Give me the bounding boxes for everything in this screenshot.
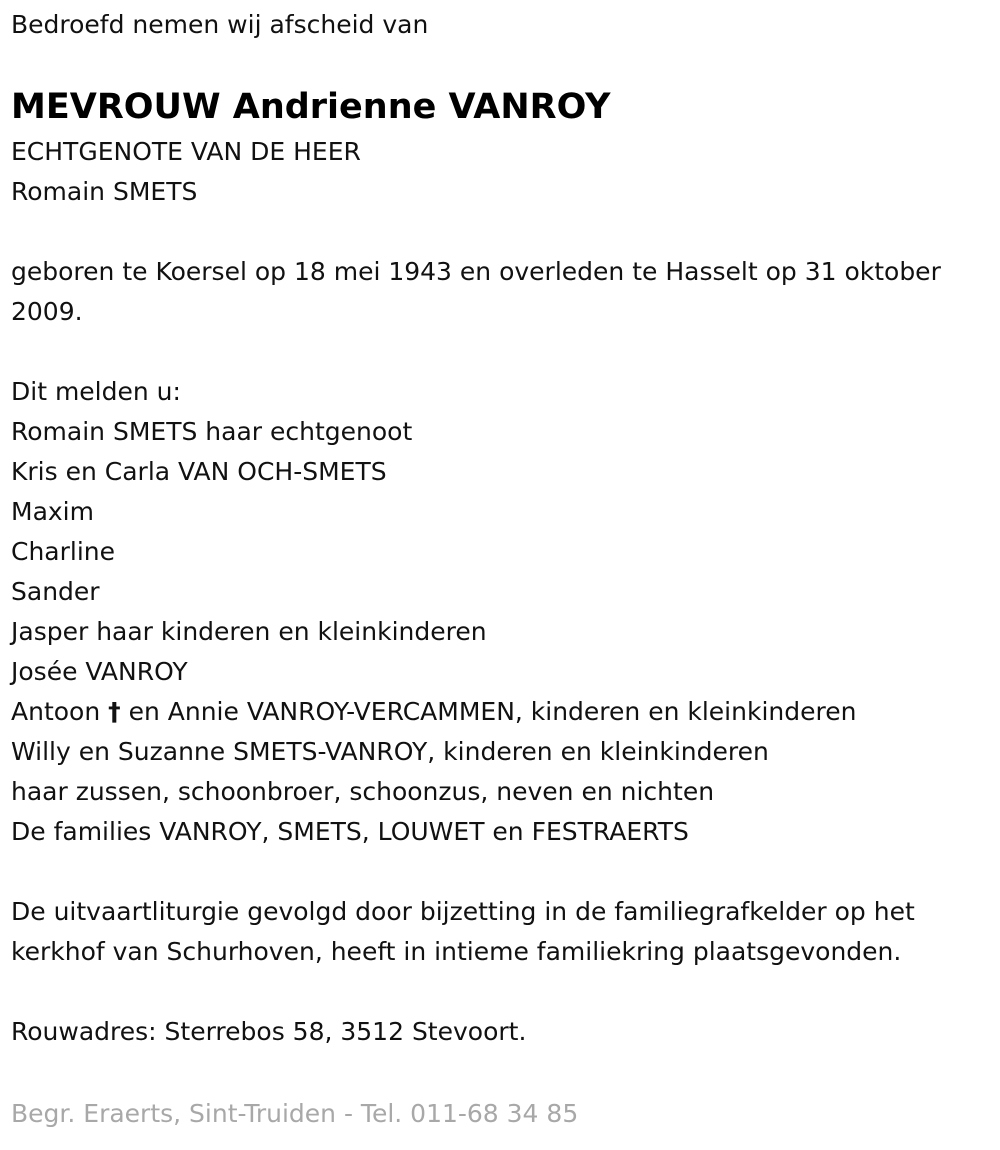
birth-death-line-2: 2009.	[11, 297, 83, 326]
announcer-line: Charline	[11, 537, 116, 566]
spacer	[11, 212, 1000, 252]
announcer-line: Maxim	[11, 497, 94, 526]
relation-line-1: ECHTGENOTE VAN DE HEER	[11, 137, 361, 166]
announcer-name: Antoon	[11, 697, 101, 726]
deceased-name: MEVROUW Andrienne VANROY	[11, 87, 611, 127]
announcer-line: Josée VANROY	[11, 657, 188, 686]
announcer-line: Romain SMETS haar echtgenoot	[11, 417, 413, 446]
announcer-line	[11, 692, 1000, 732]
relation-line-2: Romain SMETS	[11, 177, 198, 206]
announcers-heading: Dit melden u:	[11, 377, 181, 406]
funeral-line-1: De uitvaartliturgie gevolgd door bijzetting in de familiegrafkelder op het	[11, 897, 915, 926]
announcer-line: Kris en Carla VAN OCH-SMETS	[11, 457, 387, 486]
cross-icon: †	[108, 697, 121, 726]
birth-death-line-1: geboren te Koersel op 18 mei 1943 en overleden te Hasselt op 31 oktober	[11, 257, 941, 286]
announcer-line: haar zussen, schoonbroer, schoonzus, neven en nichten	[11, 777, 715, 806]
announcer-line: Willy en Suzanne SMETS-VANROY, kinderen en kleinkinderen	[11, 737, 769, 766]
spacer	[11, 972, 1000, 1012]
spacer	[11, 852, 1000, 892]
intro-text: Bedroefd nemen wij afscheid van	[11, 10, 429, 39]
announcer-line: Jasper haar kinderen en kleinkinderen	[11, 617, 487, 646]
announcer-line: Sander	[11, 577, 100, 606]
funeral-director-footer: Begr. Eraerts, Sint-Truiden - Tel. 011-68 34 85	[11, 1099, 579, 1128]
spacer	[11, 332, 1000, 372]
announcer-line: De families VANROY, SMETS, LOUWET en FESTRAERTS	[11, 817, 689, 846]
mourning-address: Rouwadres: Sterrebos 58, 3512 Stevoort.	[11, 1017, 527, 1046]
announcer-rest: en Annie VANROY-VERCAMMEN, kinderen en kleinkinderen	[128, 697, 857, 726]
funeral-line-2: kerkhof van Schurhoven, heeft in intieme familiekring plaatsgevonden.	[11, 937, 902, 966]
